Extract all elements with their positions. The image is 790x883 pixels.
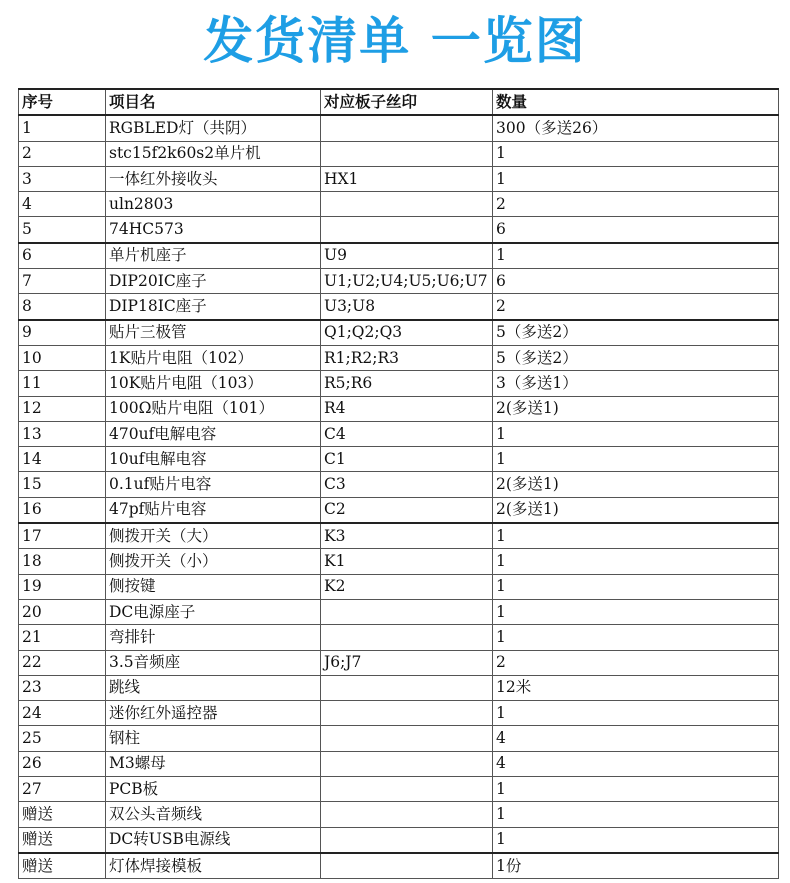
cell-item-name: 100Ω贴片电阻（101） bbox=[106, 396, 321, 421]
cell-quantity: 3（多送1） bbox=[493, 371, 779, 396]
table-row bbox=[19, 294, 779, 320]
cell-index: 11 bbox=[19, 371, 106, 396]
cell-index: 25 bbox=[19, 726, 106, 751]
header-index: 序号 bbox=[19, 89, 106, 115]
cell-silkscreen: K1 bbox=[321, 549, 493, 574]
cell-quantity: 1 bbox=[493, 802, 779, 827]
cell-quantity: 4 bbox=[493, 751, 779, 776]
cell-silkscreen: R1;R2;R3 bbox=[321, 345, 493, 370]
cell-silkscreen: C2 bbox=[321, 497, 493, 523]
cell-silkscreen: C3 bbox=[321, 472, 493, 497]
cell-item-name: 一体红外接收头 bbox=[106, 166, 321, 191]
table-row bbox=[19, 599, 779, 624]
cell-item-name: 跳线 bbox=[106, 675, 321, 700]
cell-index: 18 bbox=[19, 549, 106, 574]
cell-item-name: 470uf电解电容 bbox=[106, 421, 321, 446]
cell-quantity: 2(多送1) bbox=[493, 497, 779, 523]
cell-item-name: DIP18IC座子 bbox=[106, 294, 321, 320]
header-silkscreen: 对应板子丝印 bbox=[321, 89, 493, 115]
cell-quantity: 12米 bbox=[493, 675, 779, 700]
cell-quantity: 1 bbox=[493, 523, 779, 549]
cell-quantity: 1 bbox=[493, 599, 779, 624]
cell-silkscreen bbox=[321, 192, 493, 217]
cell-item-name: 10K贴片电阻（103） bbox=[106, 371, 321, 396]
table-row bbox=[19, 345, 779, 370]
table-row bbox=[19, 217, 779, 243]
cell-index: 26 bbox=[19, 751, 106, 776]
table-row bbox=[19, 192, 779, 217]
cell-index: 10 bbox=[19, 345, 106, 370]
cell-item-name: 弯排针 bbox=[106, 625, 321, 650]
cell-index: 赠送 bbox=[19, 853, 106, 879]
cell-index: 22 bbox=[19, 650, 106, 675]
cell-silkscreen: C4 bbox=[321, 421, 493, 446]
cell-index: 2 bbox=[19, 141, 106, 166]
cell-quantity: 6 bbox=[493, 217, 779, 243]
cell-index: 17 bbox=[19, 523, 106, 549]
table-header-row bbox=[19, 89, 779, 115]
cell-index: 12 bbox=[19, 396, 106, 421]
cell-item-name: 钢柱 bbox=[106, 726, 321, 751]
cell-quantity: 1 bbox=[493, 549, 779, 574]
cell-index: 7 bbox=[19, 269, 106, 294]
cell-silkscreen bbox=[321, 141, 493, 166]
table-row bbox=[19, 701, 779, 726]
table-row bbox=[19, 472, 779, 497]
cell-silkscreen bbox=[321, 599, 493, 624]
cell-silkscreen: K3 bbox=[321, 523, 493, 549]
cell-silkscreen bbox=[321, 726, 493, 751]
cell-index: 9 bbox=[19, 320, 106, 346]
cell-silkscreen: R5;R6 bbox=[321, 371, 493, 396]
cell-silkscreen bbox=[321, 853, 493, 879]
cell-index: 3 bbox=[19, 166, 106, 191]
cell-silkscreen: HX1 bbox=[321, 166, 493, 191]
cell-silkscreen bbox=[321, 115, 493, 141]
table-row bbox=[19, 853, 779, 879]
cell-quantity: 2(多送1) bbox=[493, 396, 779, 421]
cell-item-name: 迷你红外遥控器 bbox=[106, 701, 321, 726]
cell-index: 19 bbox=[19, 574, 106, 599]
cell-index: 1 bbox=[19, 115, 106, 141]
cell-index: 5 bbox=[19, 217, 106, 243]
shipping-list-table bbox=[18, 88, 779, 879]
cell-quantity: 2 bbox=[493, 192, 779, 217]
table-row bbox=[19, 115, 779, 141]
cell-item-name: uln2803 bbox=[106, 192, 321, 217]
cell-item-name: DIP20IC座子 bbox=[106, 269, 321, 294]
cell-item-name: stc15f2k60s2单片机 bbox=[106, 141, 321, 166]
table-row bbox=[19, 650, 779, 675]
table-row bbox=[19, 396, 779, 421]
table-body bbox=[19, 115, 779, 878]
table-row bbox=[19, 269, 779, 294]
cell-item-name: M3螺母 bbox=[106, 751, 321, 776]
cell-quantity: 5（多送2） bbox=[493, 345, 779, 370]
cell-item-name: 灯体焊接模板 bbox=[106, 853, 321, 879]
table-row bbox=[19, 802, 779, 827]
cell-index: 15 bbox=[19, 472, 106, 497]
cell-quantity: 2(多送1) bbox=[493, 472, 779, 497]
cell-item-name: RGBLED灯（共阴） bbox=[106, 115, 321, 141]
cell-item-name: 侧拨开关（小） bbox=[106, 549, 321, 574]
cell-index: 13 bbox=[19, 421, 106, 446]
cell-silkscreen: U1;U2;U4;U5;U6;U7 bbox=[321, 269, 493, 294]
cell-item-name: 0.1uf贴片电容 bbox=[106, 472, 321, 497]
cell-silkscreen: C1 bbox=[321, 447, 493, 472]
cell-silkscreen bbox=[321, 777, 493, 802]
cell-item-name: DC转USB电源线 bbox=[106, 827, 321, 853]
cell-silkscreen: R4 bbox=[321, 396, 493, 421]
cell-quantity: 1 bbox=[493, 574, 779, 599]
cell-index: 赠送 bbox=[19, 827, 106, 853]
table-row bbox=[19, 371, 779, 396]
cell-index: 赠送 bbox=[19, 802, 106, 827]
cell-silkscreen: U3;U8 bbox=[321, 294, 493, 320]
table-row bbox=[19, 447, 779, 472]
cell-quantity: 1 bbox=[493, 777, 779, 802]
cell-index: 14 bbox=[19, 447, 106, 472]
cell-quantity: 1 bbox=[493, 625, 779, 650]
cell-item-name: 侧按键 bbox=[106, 574, 321, 599]
cell-silkscreen bbox=[321, 217, 493, 243]
cell-quantity: 6 bbox=[493, 269, 779, 294]
table-row bbox=[19, 523, 779, 549]
cell-quantity: 1 bbox=[493, 701, 779, 726]
cell-index: 6 bbox=[19, 243, 106, 269]
cell-quantity: 1 bbox=[493, 166, 779, 191]
cell-quantity: 1 bbox=[493, 447, 779, 472]
cell-quantity: 5（多送2） bbox=[493, 320, 779, 346]
cell-item-name: PCB板 bbox=[106, 777, 321, 802]
cell-silkscreen bbox=[321, 625, 493, 650]
header-item-name: 项目名 bbox=[106, 89, 321, 115]
cell-silkscreen: K2 bbox=[321, 574, 493, 599]
cell-quantity: 1 bbox=[493, 421, 779, 446]
cell-index: 23 bbox=[19, 675, 106, 700]
cell-item-name: 3.5音频座 bbox=[106, 650, 321, 675]
cell-item-name: 1K贴片电阻（102） bbox=[106, 345, 321, 370]
table-row bbox=[19, 675, 779, 700]
cell-silkscreen bbox=[321, 802, 493, 827]
cell-index: 24 bbox=[19, 701, 106, 726]
cell-item-name: 74HC573 bbox=[106, 217, 321, 243]
table-row bbox=[19, 320, 779, 346]
cell-silkscreen bbox=[321, 701, 493, 726]
cell-item-name: 单片机座子 bbox=[106, 243, 321, 269]
table-row bbox=[19, 777, 779, 802]
table-row bbox=[19, 141, 779, 166]
cell-index: 4 bbox=[19, 192, 106, 217]
cell-quantity: 300（多送26） bbox=[493, 115, 779, 141]
cell-quantity: 1份 bbox=[493, 853, 779, 879]
cell-item-name: 侧拨开关（大） bbox=[106, 523, 321, 549]
cell-index: 16 bbox=[19, 497, 106, 523]
cell-index: 8 bbox=[19, 294, 106, 320]
cell-silkscreen: U9 bbox=[321, 243, 493, 269]
cell-item-name: 10uf电解电容 bbox=[106, 447, 321, 472]
cell-item-name: 双公头音频线 bbox=[106, 802, 321, 827]
cell-quantity: 1 bbox=[493, 827, 779, 853]
header-quantity: 数量 bbox=[493, 89, 779, 115]
table-row bbox=[19, 574, 779, 599]
page-title: 发货清单 一览图 bbox=[203, 12, 587, 70]
cell-item-name: 47pf贴片电容 bbox=[106, 497, 321, 523]
cell-quantity: 2 bbox=[493, 650, 779, 675]
cell-quantity: 1 bbox=[493, 141, 779, 166]
cell-quantity: 1 bbox=[493, 243, 779, 269]
table-row bbox=[19, 625, 779, 650]
cell-index: 27 bbox=[19, 777, 106, 802]
table-row bbox=[19, 726, 779, 751]
cell-silkscreen bbox=[321, 751, 493, 776]
cell-silkscreen: Q1;Q2;Q3 bbox=[321, 320, 493, 346]
cell-index: 20 bbox=[19, 599, 106, 624]
table-row bbox=[19, 421, 779, 446]
cell-quantity: 2 bbox=[493, 294, 779, 320]
cell-quantity: 4 bbox=[493, 726, 779, 751]
cell-silkscreen bbox=[321, 675, 493, 700]
cell-index: 21 bbox=[19, 625, 106, 650]
table-row bbox=[19, 549, 779, 574]
table-row bbox=[19, 751, 779, 776]
cell-silkscreen: J6;J7 bbox=[321, 650, 493, 675]
table-row bbox=[19, 827, 779, 853]
cell-item-name: DC电源座子 bbox=[106, 599, 321, 624]
cell-silkscreen bbox=[321, 827, 493, 853]
table-row bbox=[19, 243, 779, 269]
table-row bbox=[19, 497, 779, 523]
table-row bbox=[19, 166, 779, 191]
cell-item-name: 贴片三极管 bbox=[106, 320, 321, 346]
